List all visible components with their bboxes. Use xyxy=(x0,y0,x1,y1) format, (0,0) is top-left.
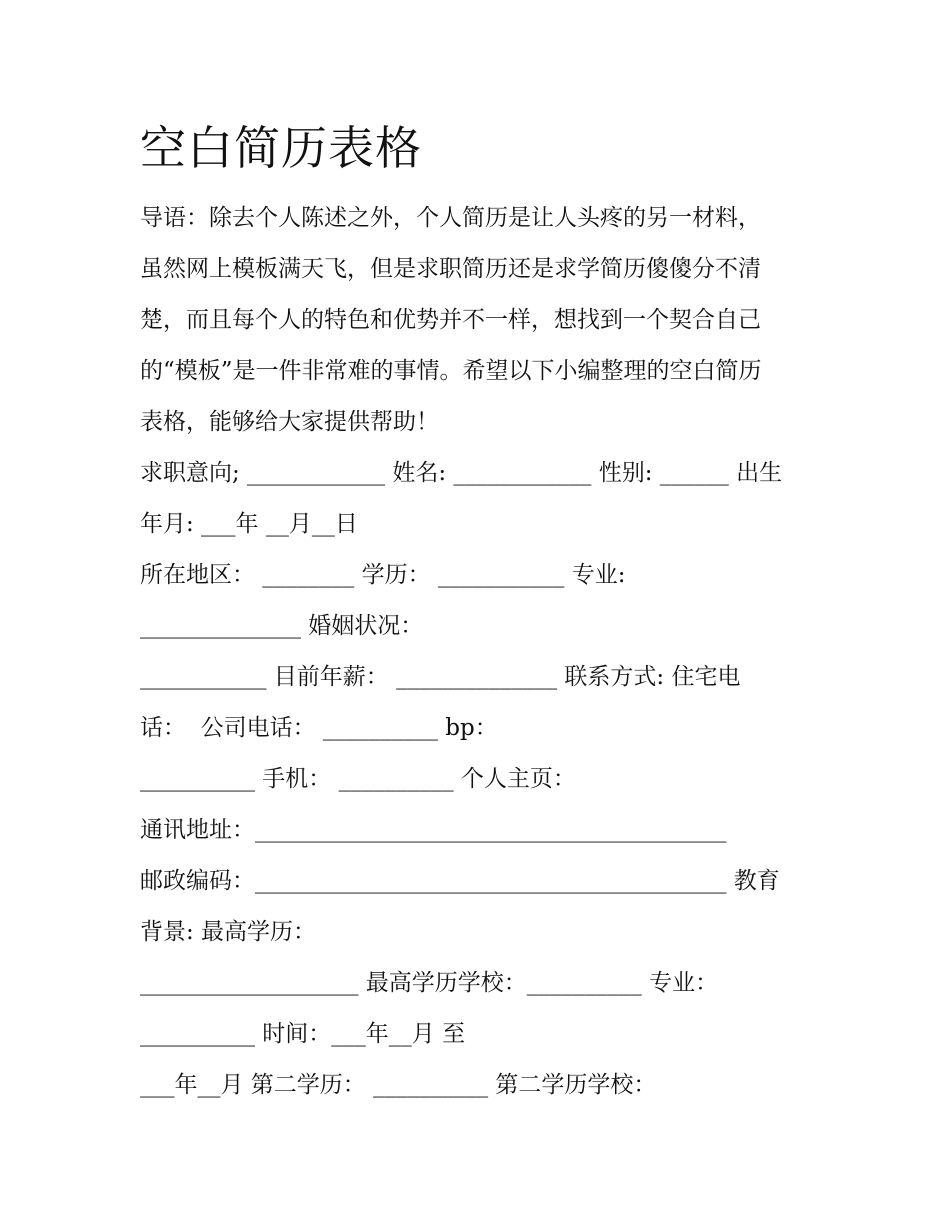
form-line-salary-contact: ___________ 目前年薪： ______________ 联系方式: 住宅电 xyxy=(140,664,741,690)
form-line-birth-date: 年月: ___年 __月__日 xyxy=(140,511,358,537)
form-line-highest-school: ___________________ 最高学历学校：__________ 专业： xyxy=(140,970,719,996)
form-line-marital-status: ______________ 婚姻状况： xyxy=(140,613,424,639)
intro-line-2: 虽然网上模板满天飞，但是求职简历还是求学简历傻傻分不清 xyxy=(140,256,761,282)
form-line-address: 通讯地址：_________________________________________ xyxy=(140,817,727,843)
intro-line-3: 楚，而且每个人的特色和优势并不一样，想找到一个契合自己 xyxy=(140,307,761,333)
form-line-education-background: 背景: 最高学历： xyxy=(140,919,317,945)
form-line-postcode: 邮政编码：_________________________________________ 教育 xyxy=(140,868,780,894)
form-line-job-intent: 求职意向; ____________ 姓名: ____________ 性别: ______ 出生 xyxy=(140,460,783,486)
form-line-time-range: __________ 时间：___年__月 至 xyxy=(140,1021,466,1047)
form-line-phone-bp: 话： 公司电话： __________ bp： xyxy=(140,715,498,741)
form-line-region-education: 所在地区： ________ 学历： ___________ 专业: xyxy=(140,562,626,588)
intro-line-4: 的“模板”是一件非常难的事情。希望以下小编整理的空白简历 xyxy=(140,358,762,384)
intro-line-5: 表格，能够给大家提供帮助！ xyxy=(140,409,439,435)
form-line-second-degree: ___年__月 第二学历： __________ 第二学历学校： xyxy=(140,1072,657,1098)
intro-line-1: 导语：除去个人陈述之外，个人简历是让人头疼的另一材料， xyxy=(140,205,761,231)
document-title: 空白简历表格 xyxy=(140,121,422,175)
form-line-mobile-homepage: __________ 手机： __________ 个人主页： xyxy=(140,766,576,792)
